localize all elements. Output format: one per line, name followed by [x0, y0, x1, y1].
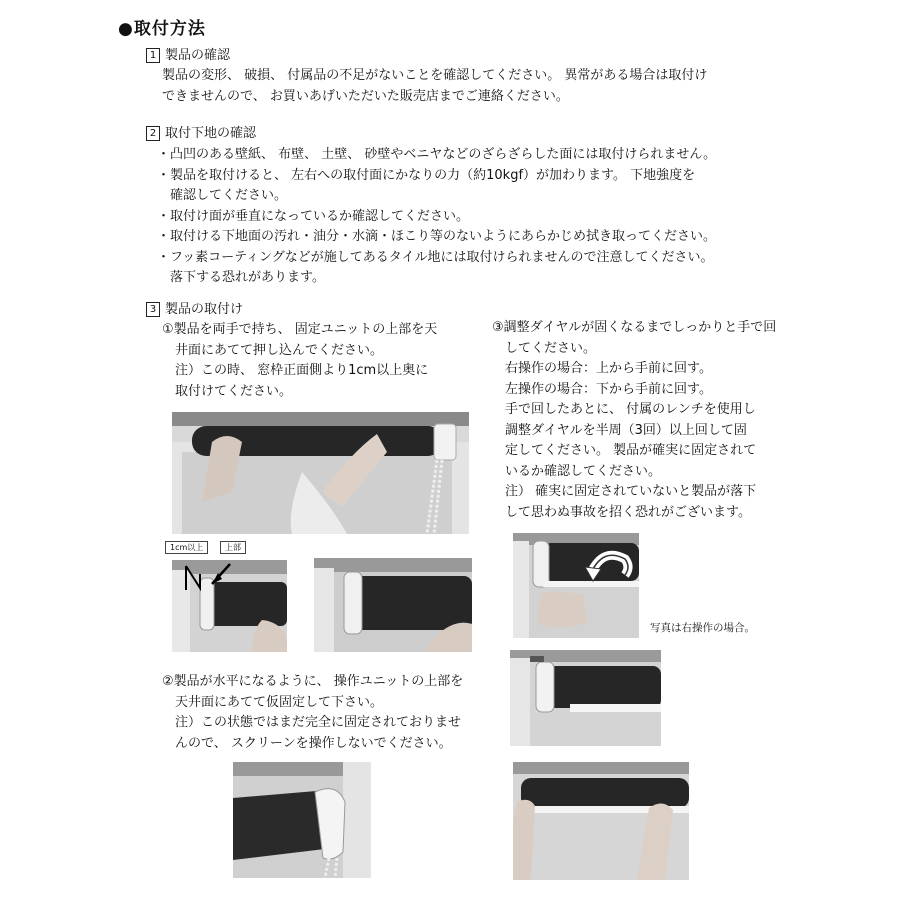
section-number: 2 [146, 126, 160, 141]
bullet-line: ・凸凹のある壁紙、 布壁、 土壁、 砂壁やベニヤなどのざらざらした面には取付けられません。 [157, 147, 717, 162]
section-1-body [162, 66, 707, 107]
photo-step3-wrench [510, 650, 661, 746]
step-2-text: ②製品が水平になるように、 操作ユニットの上部を 天井面にあてて仮固定して下さい。 注）この状態ではまだ完全に固定されておりませ んので、 スクリーンを操作しないでください。 [162, 674, 464, 751]
bullet-line: ・製品を取付けると、 左右への取付面にかなりの力（約10kgf）が加わります。 下地強度を [157, 167, 696, 183]
step-3-text: ③調整ダイヤルが固くなるまでしっかりと手で回 してください。 右操作の場合：上から手前に回す。 左操作の場合：下から手前に回す。 手で回したあとに、 付属のレンチを使用し 調整ダイヤルを半周（3回）以上回して固 定してください。 製品が確実に固定されて いるか確認してください。 注） 確実に固定されていないと製品が落下 して思わぬ事故を招く恐れがございます。 [492, 320, 777, 520]
photo-step1-closeup-left [172, 560, 287, 652]
section-1-heading: 1 製品の確認 [146, 46, 230, 66]
label-1cm: 1cm以上 [165, 541, 208, 554]
label-top: 上部 [220, 541, 246, 554]
bullet-line: ・フッ素コーティングなどが施してあるタイル地には取付けられませんので注意してください。 [157, 249, 714, 265]
photo-caption: 写真は右操作の場合。 [650, 622, 755, 634]
photo-step3-dial [513, 533, 639, 638]
photo-step2 [233, 762, 371, 878]
step-1-text: ①製品を両手で持ち、 固定ユニットの上部を天 井面にあてて押し込んでください。 注）この時、 窓枠正面側より1cm以上奥に 取付けてください。 [162, 322, 438, 399]
section-number: 3 [146, 302, 160, 317]
text-line: できませんので、 お買いあげいただいた販売店までご連絡ください。 [162, 88, 569, 104]
bullet-line: 落下する恐れがあります。 [157, 270, 325, 285]
bullet-line: ・取付け面が垂直になっているか確認してください。 [157, 208, 470, 224]
page-title: ●取付方法 [118, 19, 206, 39]
section-2-heading: 2 取付下地の確認 [146, 124, 256, 144]
photo-step1-closeup-right [314, 558, 472, 652]
section-2-body [157, 145, 716, 289]
section-3-heading: 3 製品の取付け [146, 300, 243, 320]
photo-step1-main [172, 412, 469, 534]
bullet-line: ・取付ける下地面の汚れ・油分・水滴・ほこり等のないようにあらかじめ拭き取ってください。 [157, 229, 717, 244]
photo-step3-final [513, 762, 689, 880]
section-number: 1 [146, 48, 160, 63]
bullet-line: 確認してください。 [157, 188, 288, 203]
text-line: 製品の変形、 破損、 付属品の不足がないことを確認してください。 異常がある場合は取付け [162, 68, 708, 83]
